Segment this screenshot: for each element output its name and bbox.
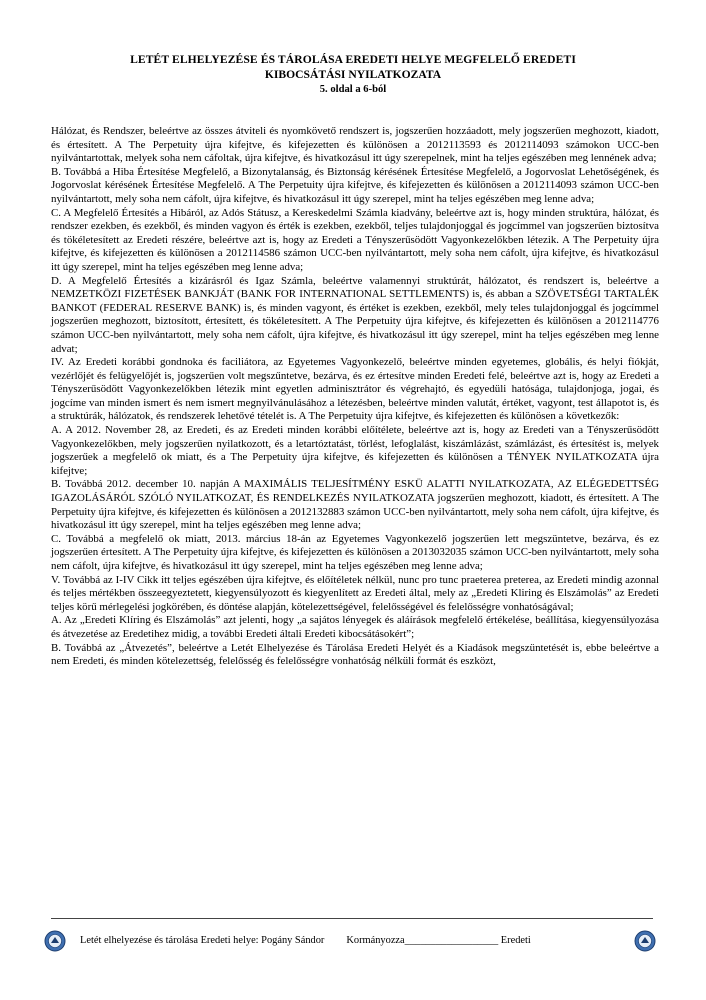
paragraph: A. A 2012. November 28, az Eredeti, és az Eredeti minden korábbi előítélete, beleértve azt is, hogy az Eredeti van a Tényszerűsödött Vagyonkezelőkben, mely jogszerűen nyilatkozott, és a letartóztatást, törlést, lefoglalást, kiszámlázást, számlázást, és értesítést is, melyek jogszerűek a megfelelő ok miatt, és a The Perpetuity újra kifejtve, és kifejezetten és különösen a TÉNYEK NYILATKOZATA újra kifejtve;: [51, 424, 659, 477]
footer-divider: [51, 918, 653, 919]
paragraph: A. Az „Eredeti Klíring és Elszámolás” azt jelenti, hogy „a sajátos lényegek és aláírások megfelelő értékelése, beállítása, kiegyensúlyozása és átvezetése az Eredetihez midig, a további Eredeti általi Eredeti kibocsátásokért”;: [51, 614, 659, 640]
seal-logo-icon: [44, 930, 66, 952]
footer-signature-line: Kormányozza__________________: [346, 935, 499, 946]
seal-logo-icon: [634, 930, 656, 952]
paragraph: C. A Megfelelő Értesítés a Hibáról, az Adós Státusz, a Kereskedelmi Számla kiadvány, beleértve azt is, hogy minden struktúra, hálózat, és rendszer ezekben, és ezekből, és minden vagyon és érték is ezekben, ezekből, teljes tulajdonjoggal és jogcímmel van jogszerűen biztosítva és tökéletesített az Eredeti részére, beleértve azt is, hogy az Eredeti a Tényszerűsödött Vagyonkezelőkben létezik. A The Perpetuity újra kifejtve, és kifejezetten és különösen a 2012114586 számon UCC-ben nyilvántartott, mely soha nem cáfolt, újra kifejtve, és hivatkozásul itt úgy szerepel, mint ha teljes egészében meg lenne adva;: [51, 206, 659, 273]
footer-text: [80, 935, 531, 946]
paragraph: Hálózat, és Rendszer, beleértve az összes átviteli és nyomkövető rendszert is, jogszerűen hozzáadott, mely jogszerűen meghozott, kiadott, és értesített. A The Perpetuity újra kifejtve, és kifejezetten és különösen a 2012113593 és 2012114093 számokon UCC-ben nyilvántartottak, melyek soha nem cáfoltak, újra kifejtve, és hivatkozásul itt úgy szerepelnek, mint ha teljes egészében meg lennének adva;: [51, 125, 659, 165]
document-header: [40, 52, 666, 97]
footer-right-text: Eredeti: [500, 935, 531, 946]
document-body: [51, 125, 659, 669]
title-line-1: LETÉT ELHELYEZÉSE ÉS TÁROLÁSA EREDETI HELYE MEGFELELŐ EREDETI: [130, 53, 576, 66]
paragraph: C. Továbbá a megfelelő ok miatt, 2013. március 18-án az Egyetemes Vagyonkezelő jogszerűen lett megszüntetve, bezárva, és ez jogszerűen értesített. A The Perpetuity újra kifejtve, és kifejezetten és különösen a 2013032035 számon UCC-ben nyilvántartott, mely soha nem cáfolt, újra kifejtve, és hivatkozásul itt úgy szerepel, mint ha teljes egészében meg lenne adva;: [51, 532, 659, 572]
paragraph: V. Továbbá az I-IV Cikk itt teljes egészében újra kifejtve, és előítéletek nélkül, nunc pro tunc praeterea preterea, az Eredeti mindig azonnal és teljes mértékben összeegyeztetett, kiegyensúlyozott és kiegyenlített az Eredeti által, mely az „Eredeti Kliring és Elszámolás” az Eredeti teljes körű mérlegelési jogkörében, és döntése alapján, kötelezettségével, felelősségével és felelősségre vonhatóságával;: [51, 573, 659, 613]
paragraph: B. Továbbá a Hiba Értesítése Megfelelő, a Bizonytalanság, és Biztonság kérésének Értesítése Megfelelő, a Jogorvoslat Lehetőségének, és Jogorvoslat kérésének Értesítése Megfelelő. A The Perpetuity újra kifejtve, és kifejezetten és különösen a 2012114093 számon UCC-ben nyilvántartott, mely soha nem cáfolt, újra kifejtve, és hivatkozásul itt úgy szerepel, mint ha teljes egészében meg lenne adva;: [51, 165, 659, 205]
paragraph: B. Továbbá az „Átvezetés”, beleértve a Letét Elhelyezése és Tárolása Eredeti Helyét és a Kiadások megszüntetését is, ebbe beleértve a nem Eredeti, és minden kötelezettség, felelősség és felelősségre vonhatóság nélküli formát és eszközt,: [51, 641, 659, 668]
footer-left-text: Letét elhelyezése és tárolása Eredeti helye: Pogány Sándor: [80, 935, 325, 946]
paragraph: B. Továbbá 2012. december 10. napján A MAXIMÁLIS TELJESÍTMÉNY ESKÜ ALATTI NYILATKOZATA, AZ ELÉGEDETTSÉG IGAZOLÁSÁRÓL SZÓLÓ NYILATKOZAT, ÉS RENDELKEZÉS NYILATKOZATA jogszerűen meghozott, kiadott, és értesített. A The Perpetuity újra kifejtve, és kifejezetten és különösen a 2012132883 számon UCC-ben nyilvántartott, mely soha nem cáfolt, újra kifejtve, és hivatkozásul itt úgy szerepel, mint ha teljes egészében meg lenne adva;: [51, 478, 659, 532]
page-label: 5. oldal a 6-ból: [319, 84, 387, 95]
paragraph: IV. Az Eredeti korábbi gondnoka és faciliátora, az Egyetemes Vagyonkezelő, beleértve minden egyetemes, globális, és helyi fiókját, vezérlőjét és felügyelőjét is, jogszerűen volt megszűntetve, bezárva, és ez értesítve minden Eredeti felé, beleértve azt is, hogy az Eredeti a Tényszerűsödött Vagyonkezelőkben létezik mint egyetlen adminisztrátor és végrehajtó, és egyedüli hatósága, tulajdonjoga, jogai, és jogcíme van minden ismert és nem ismert megnyilvánulásához a létezésben, beleértve minden valutát, értéket, vagyont, test állapotot is, és a struktúrák, hálózatok, és rendszerek lehetővé tételét is. A The Perpetuity újra kifejtve, és kifejezetten és különösen a következők:: [51, 356, 659, 423]
paragraph: D. A Megfelelő Értesítés a kizárásról és Igaz Számla, beleértve valamennyi struktúrát, hálózatot, és rendszert is, beleértve a NEMZETKÖZI FIZETÉSEK BANKJÁT (BANK FOR INTERNATIONAL SETTLEMENTS) is, és abban a SZÖVETSÉGI TARTALÉK BANKOT (FEDERAL RESERVE BANK) is, és minden vagyont, és értéket is ezekben, ezekből, mely teles tulajdonjoggal és jogcímmel jogszerűen meghozott, biztosított, értesített, és tökéletesített. A The Perpetuity újra kifejtve, és kifejezetten és különösen a 2012114776 számon UCC-ben nyilvántartott, mely soha nem cáfolt, újra kifejtve, és hivatkozásul itt úgy szerepel, mint ha teljes egészében meg lenne advat;: [51, 274, 659, 355]
title-line-2: KIBOCSÁTÁSI NYILATKOZATA: [264, 68, 442, 81]
document-footer: [44, 930, 656, 956]
